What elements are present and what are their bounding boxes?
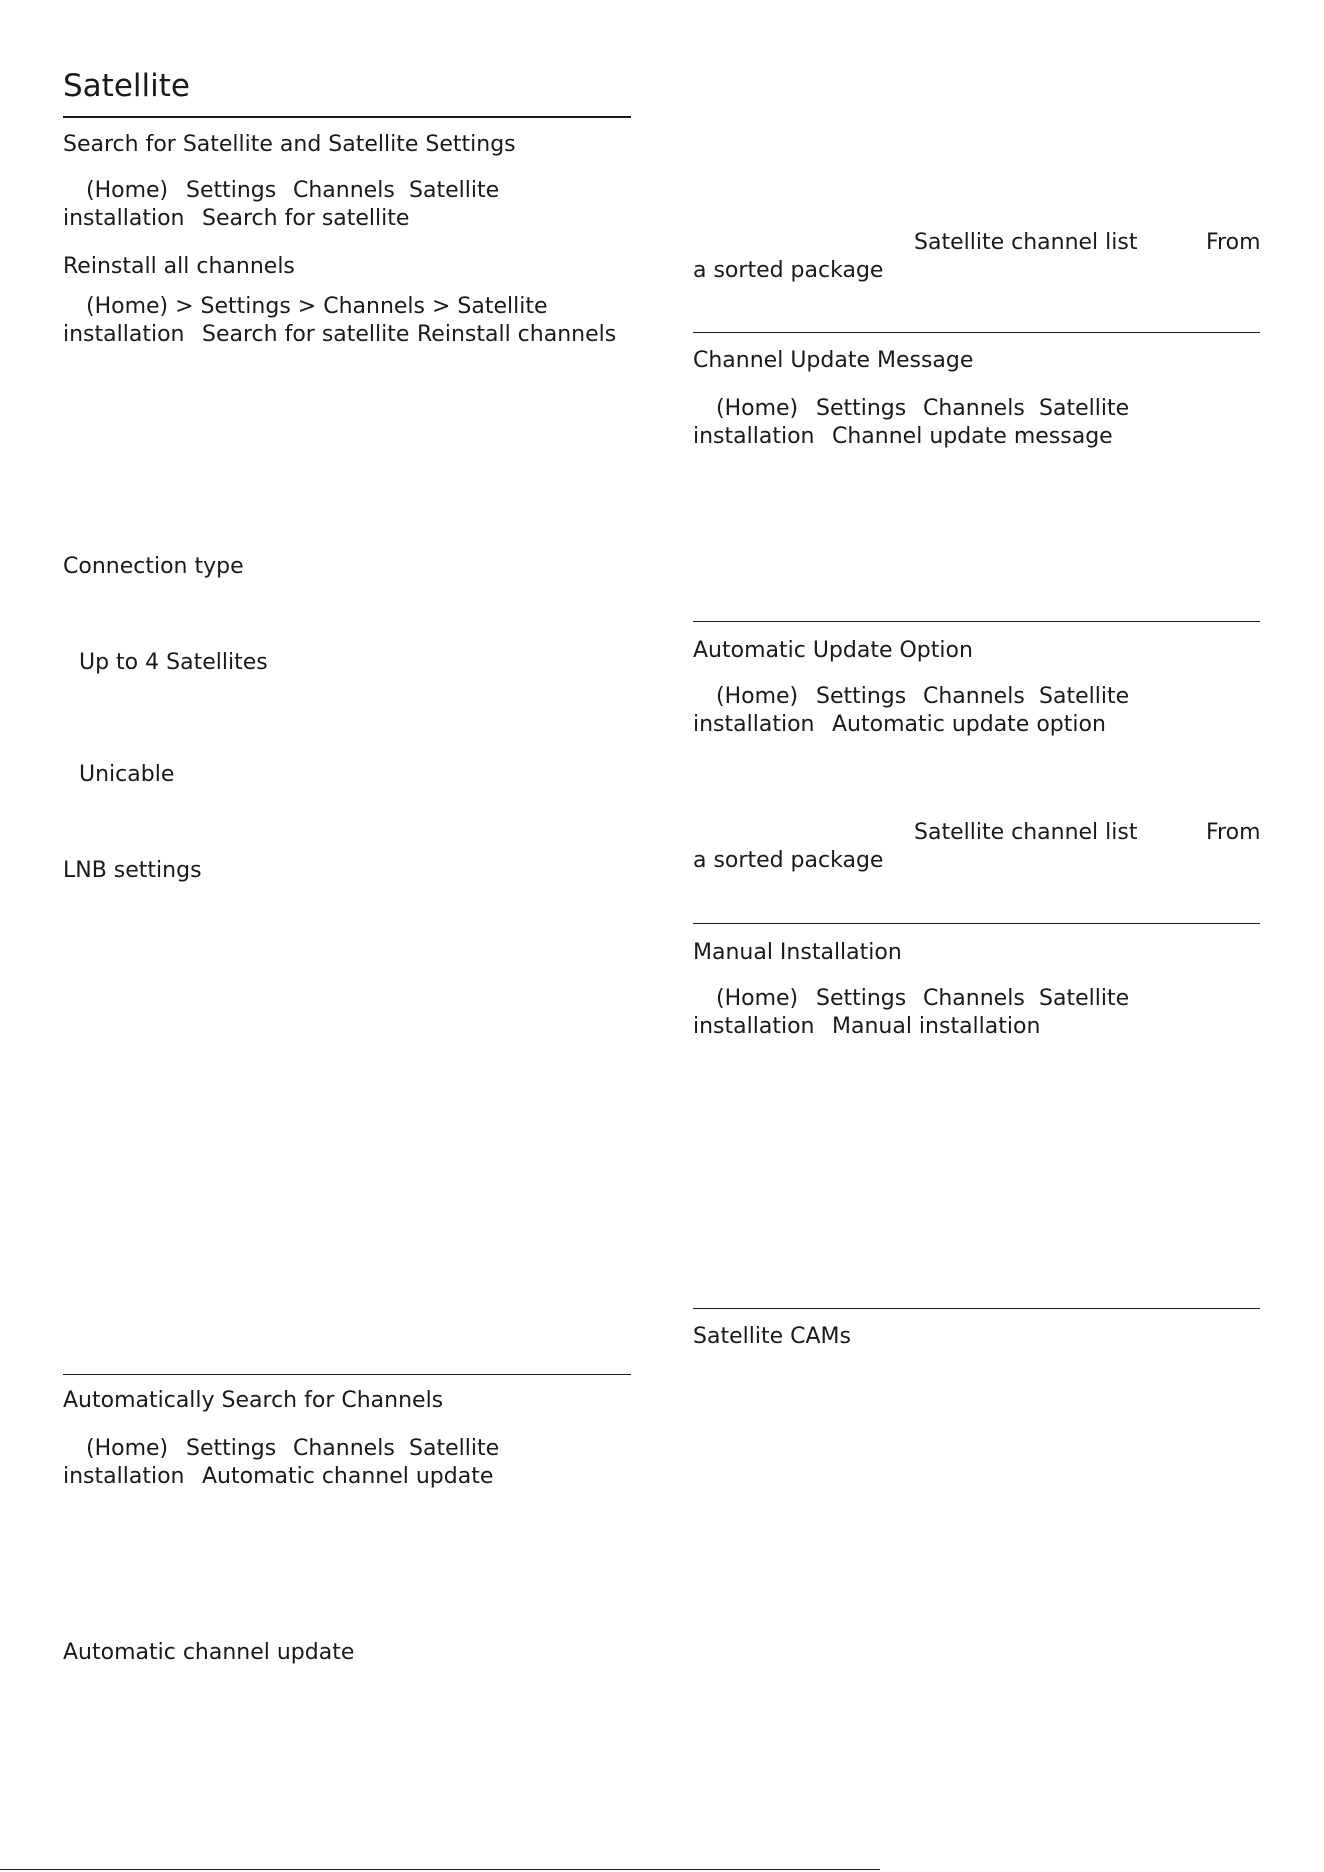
sorted-package-2: a sorted package (693, 848, 884, 873)
auto-search-path-home: (Home) (86, 1436, 169, 1461)
connection-type-label: Connection type (63, 554, 244, 579)
auo-path-settings: Settings (816, 684, 907, 709)
auo-path-satellite: Satellite (1039, 684, 1130, 709)
cu-path-settings: Settings (816, 396, 907, 421)
search-path-search-for-satellite: Search for satellite (202, 206, 410, 231)
up-to-4-satellites-label: Up to 4 Satellites (79, 650, 268, 675)
title-divider (63, 116, 631, 118)
cu-path-channels: Channels (923, 396, 1025, 421)
auo-path-installation: installation (693, 712, 815, 737)
satellite-cams-heading: Satellite CAMs (693, 1324, 851, 1349)
automatic-channel-update-label: Automatic channel update (63, 1640, 355, 1665)
page-bottom-rule (0, 1869, 880, 1870)
auto-search-divider (63, 1374, 631, 1375)
sorted-package-1: a sorted package (693, 258, 884, 283)
search-path-settings: Settings (186, 178, 277, 203)
auto-update-option-divider (693, 621, 1260, 622)
reinstall-path-search-for-satellite: Search for satellite (202, 322, 410, 347)
auto-search-path-settings: Settings (186, 1436, 277, 1461)
auo-path-option: Automatic update option (832, 712, 1106, 737)
mi-path-settings: Settings (816, 986, 907, 1011)
auto-update-option-heading: Automatic Update Option (693, 638, 973, 663)
unicable-label: Unicable (79, 762, 175, 787)
auto-search-path-installation: installation (63, 1464, 185, 1489)
reinstall-heading: Reinstall all channels (63, 254, 295, 279)
satellite-channel-list-1: Satellite channel list (914, 230, 1138, 255)
reinstall-path-line1: (Home) > Settings > Channels > Satellite (86, 294, 548, 319)
channel-update-heading: Channel Update Message (693, 348, 974, 373)
page-title: Satellite (63, 68, 190, 104)
manual-installation-heading: Manual Installation (693, 940, 902, 965)
search-satellite-heading: Search for Satellite and Satellite Settings (63, 132, 516, 157)
mi-path-installation: installation (693, 1014, 815, 1039)
search-path-satellite: Satellite (409, 178, 500, 203)
lnb-settings-label: LNB settings (63, 858, 202, 883)
auto-search-path-auto-update: Automatic channel update (202, 1464, 494, 1489)
mi-path-satellite: Satellite (1039, 986, 1130, 1011)
auo-path-home: (Home) (716, 684, 799, 709)
cu-path-home: (Home) (716, 396, 799, 421)
mi-path-manual: Manual installation (832, 1014, 1041, 1039)
search-path-installation: installation (63, 206, 185, 231)
satellite-channel-list-2: Satellite channel list (914, 820, 1138, 845)
cu-path-installation: installation (693, 424, 815, 449)
auto-search-heading: Automatically Search for Channels (63, 1388, 444, 1413)
mi-path-channels: Channels (923, 986, 1025, 1011)
mi-path-home: (Home) (716, 986, 799, 1011)
reinstall-path-installation: installation (63, 322, 185, 347)
cu-path-satellite: Satellite (1039, 396, 1130, 421)
auto-search-path-channels: Channels (293, 1436, 395, 1461)
cu-path-message: Channel update message (832, 424, 1113, 449)
search-path-home: (Home) (86, 178, 169, 203)
from-1: From (1206, 230, 1261, 255)
channel-update-divider (693, 332, 1260, 333)
satellite-cams-divider (693, 1308, 1260, 1309)
search-path-channels: Channels (293, 178, 395, 203)
from-2: From (1206, 820, 1261, 845)
auto-search-path-satellite: Satellite (409, 1436, 500, 1461)
auo-path-channels: Channels (923, 684, 1025, 709)
manual-installation-divider (693, 923, 1260, 924)
reinstall-path-reinstall-channels: Reinstall channels (417, 322, 617, 347)
